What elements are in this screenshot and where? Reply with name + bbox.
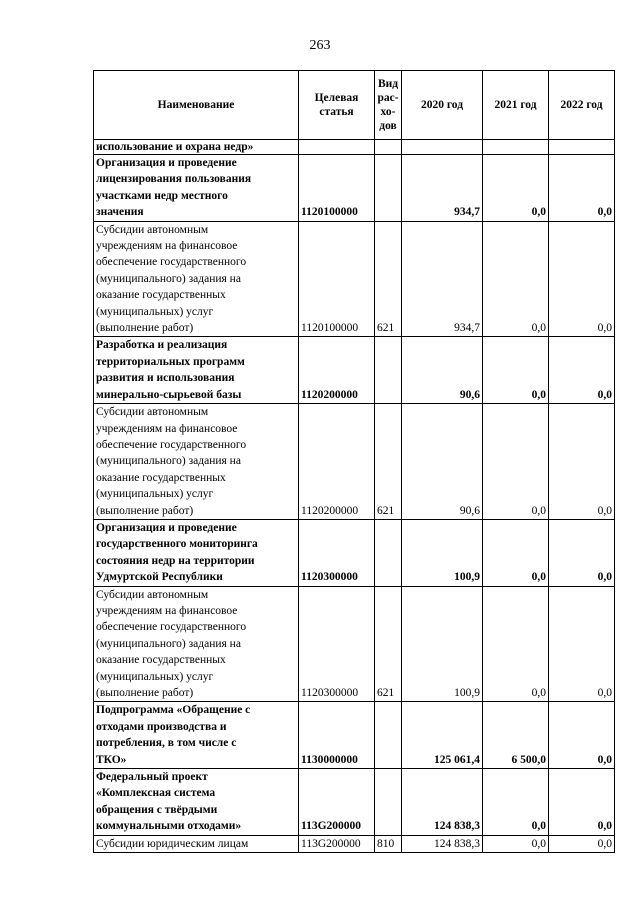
row-2020	[402, 140, 483, 155]
row-2020: 934,7	[402, 221, 483, 337]
row-vid: 621	[375, 404, 402, 520]
row-2021: 0,0	[483, 221, 549, 337]
table-row	[94, 140, 615, 155]
header-name: Наименование	[94, 71, 299, 140]
row-code: 1120100000	[299, 155, 375, 222]
header-row	[94, 71, 615, 140]
row-2022: 0,0	[549, 221, 615, 337]
row-2022: 0,0	[549, 586, 615, 702]
row-name: Разработка и реализация территориальных программ развития и использования минерально-сырьевой базы	[94, 337, 299, 404]
table-row	[94, 586, 615, 702]
row-2020: 100,9	[402, 519, 483, 586]
page-number: 263	[309, 38, 331, 53]
table-row	[94, 221, 615, 337]
row-code: 1130000000	[299, 702, 375, 769]
header-2021: 2021 год	[483, 71, 549, 140]
row-2020: 124 838,3	[402, 769, 483, 836]
row-name: Подпрограмма «Обращение с отходами производства и потребления, в том числе с ТКО»	[94, 702, 299, 769]
row-2022: 0,0	[549, 702, 615, 769]
row-name: Федеральный проект «Комплексная система обращения с твёрдыми коммунальными отходами»	[94, 769, 299, 836]
row-2022: 0,0	[549, 835, 615, 852]
header-code: Целевая статья	[299, 71, 375, 140]
row-name: Организация и проведение лицензирования пользования участками недр местного значения	[94, 155, 299, 222]
header-2022: 2022 год	[549, 71, 615, 140]
row-2021: 0,0	[483, 769, 549, 836]
row-2022: 0,0	[549, 519, 615, 586]
row-code: 1120300000	[299, 519, 375, 586]
table-row	[94, 702, 615, 769]
row-2021: 0,0	[483, 404, 549, 520]
row-2020: 90,6	[402, 404, 483, 520]
table-row	[94, 337, 615, 404]
table-row	[94, 404, 615, 520]
row-code: 1120200000	[299, 404, 375, 520]
table-row	[94, 835, 615, 852]
row-vid: 810	[375, 835, 402, 852]
row-vid	[375, 337, 402, 404]
row-2021: 6 500,0	[483, 702, 549, 769]
header-vid: Вид рас-хо-дов	[375, 71, 402, 140]
row-code: 1120100000	[299, 221, 375, 337]
row-2021	[483, 140, 549, 155]
table-row	[94, 769, 615, 836]
row-2021: 0,0	[483, 337, 549, 404]
row-2020: 100,9	[402, 586, 483, 702]
table-row	[94, 519, 615, 586]
row-2021: 0,0	[483, 835, 549, 852]
row-name: Субсидии автономным учреждениям на финансовое обеспечение государственного (муниципального) задания на оказание государственных (муниципальных) услуг (выполнение работ)	[94, 404, 299, 520]
row-vid	[375, 155, 402, 222]
row-2022: 0,0	[549, 337, 615, 404]
row-2021: 0,0	[483, 586, 549, 702]
row-2020: 934,7	[402, 155, 483, 222]
row-name: использование и охрана недр»	[94, 140, 299, 155]
row-2021: 0,0	[483, 519, 549, 586]
row-name: Субсидии автономным учреждениям на финансовое обеспечение государственного (муниципального) задания на оказание государственных (муниципальных) услуг (выполнение работ)	[94, 586, 299, 702]
row-2022: 0,0	[549, 769, 615, 836]
row-2022: 0,0	[549, 404, 615, 520]
row-name: Субсидии юридическим лицам	[94, 835, 299, 852]
row-2020: 90,6	[402, 337, 483, 404]
row-code: 113G200000	[299, 769, 375, 836]
row-2020: 125 061,4	[402, 702, 483, 769]
row-vid	[375, 769, 402, 836]
row-vid: 621	[375, 221, 402, 337]
row-2021: 0,0	[483, 155, 549, 222]
row-name: Субсидии автономным учреждениям на финансовое обеспечение государственного (муниципального) задания на оказание государственных (муниципальных) услуг (выполнение работ)	[94, 221, 299, 337]
row-code: 113G200000	[299, 835, 375, 852]
header-2020: 2020 год	[402, 71, 483, 140]
budget-table	[93, 70, 615, 853]
row-2022: 0,0	[549, 155, 615, 222]
table-row	[94, 155, 615, 222]
row-vid	[375, 702, 402, 769]
row-2022	[549, 140, 615, 155]
row-vid	[375, 519, 402, 586]
row-code: 1120200000	[299, 337, 375, 404]
row-code: 1120300000	[299, 586, 375, 702]
row-code	[299, 140, 375, 155]
row-name: Организация и проведение государственного мониторинга состояния недр на территории Удмуртской Республики	[94, 519, 299, 586]
row-vid	[375, 140, 402, 155]
row-2020: 124 838,3	[402, 835, 483, 852]
row-vid: 621	[375, 586, 402, 702]
